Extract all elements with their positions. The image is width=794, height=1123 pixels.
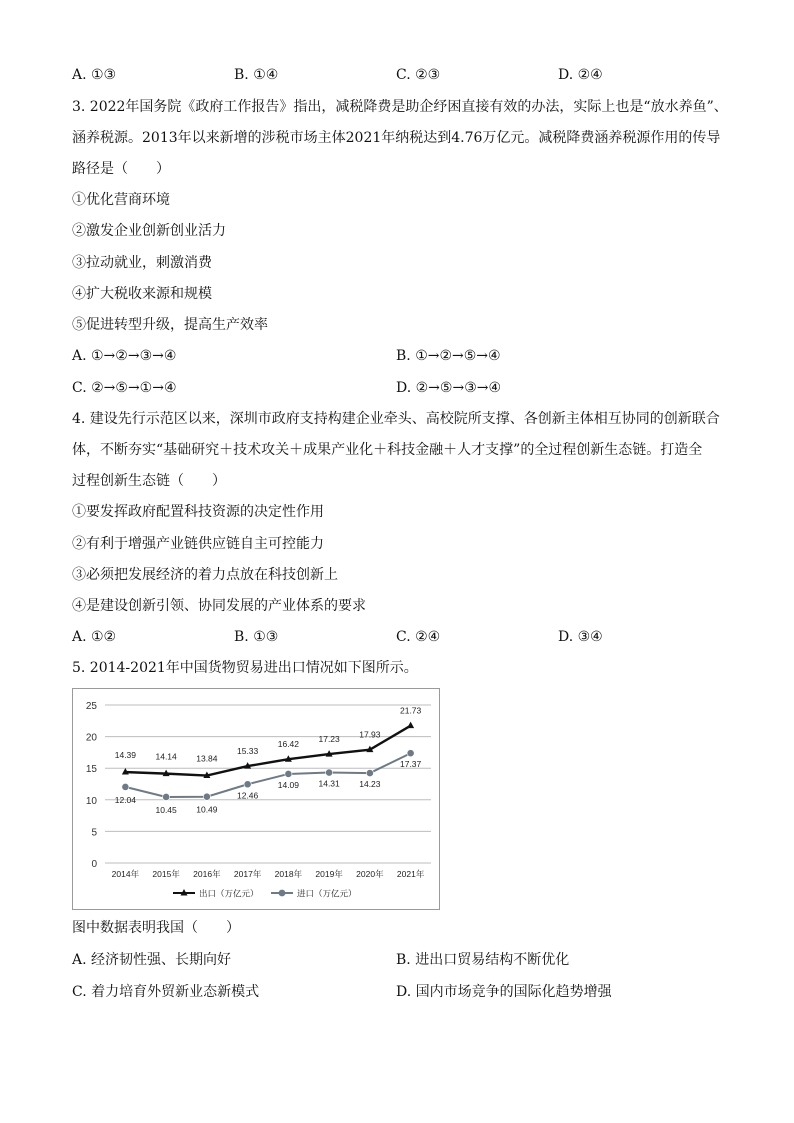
y-tick-label: 25	[85, 701, 97, 712]
x-tick-label: 2021年	[396, 869, 425, 879]
data-label: 15.33	[236, 746, 259, 757]
import-point	[203, 793, 210, 800]
q5-option-b: B. 进出口贸易结构不断优化	[396, 952, 570, 968]
data-label: 14.14	[155, 751, 177, 762]
chart-svg	[73, 689, 439, 909]
q3-stem-line-2: 涵养税源。2013年以来新增的涉税市场主体2021年纳税达到4.76万亿元。减税降费涵养税源作用的传导	[72, 130, 721, 146]
q3-item-5: ⑤促进转型升级，提高生产效率	[72, 317, 268, 333]
q2-option-d: D. ②④	[558, 67, 603, 83]
data-label: 17.37	[399, 759, 422, 770]
q5-question: 图中数据表明我国（ ）	[72, 920, 240, 936]
x-tick-label: 2017年	[233, 869, 262, 879]
q2-option-a: A. ①③	[72, 67, 117, 83]
q4-item-1: ①要发挥政府配置科技资源的决定性作用	[72, 504, 324, 520]
legend-import-marker	[279, 890, 286, 897]
data-label: 14.23	[359, 779, 381, 790]
import-point	[244, 781, 251, 788]
import-point	[285, 770, 292, 777]
data-label: 17.93	[359, 729, 381, 740]
data-label: 21.73	[399, 705, 422, 716]
q4-item-2: ②有利于增强产业链供应链自主可控能力	[72, 536, 324, 552]
q3-option-b: B. ①→②→⑤→④	[396, 348, 501, 364]
data-label: 10.49	[196, 804, 218, 815]
x-tick-label: 2016年	[193, 869, 221, 879]
q5-option-d: D. 国内市场竞争的国际化趋势增强	[396, 984, 612, 1000]
q3-option-a: A. ①→②→③→④	[72, 348, 177, 364]
q4-option-c: C. ②④	[396, 629, 441, 645]
x-tick-label: 2020年	[356, 869, 384, 879]
q3-option-d: D. ②→⑤→③→④	[396, 380, 502, 396]
data-label: 12.04	[114, 794, 137, 805]
x-tick-label: 2019年	[315, 869, 343, 879]
x-tick-label: 2014年	[111, 869, 140, 879]
data-label: 14.31	[318, 778, 340, 789]
import-point	[407, 750, 414, 757]
x-tick-label: 2018年	[274, 869, 303, 879]
q4-item-4: ④是建设创新引领、协同发展的产业体系的要求	[72, 598, 366, 614]
export-point	[407, 722, 414, 729]
y-tick-label: 0	[91, 859, 97, 870]
legend-import-label: 进口（万亿元）	[297, 888, 357, 899]
q5-stem: 5. 2014-2021年中国货物贸易进出口情况如下图所示。	[72, 660, 418, 676]
data-label: 16.42	[277, 739, 300, 750]
q4-option-d: D. ③④	[558, 629, 603, 645]
q4-option-a: A. ①②	[72, 629, 117, 645]
y-tick-label: 10	[85, 795, 97, 807]
q4-stem-line-2: 体，不断夯实“基础研究＋技术攻关＋成果产业化＋科技金融＋人才支撑”的全过程创新生态链。打造全	[72, 442, 703, 458]
import-point	[163, 793, 170, 800]
q2-option-c: C. ②③	[396, 67, 441, 83]
q3-stem-line-1: 3. 2022年国务院《政府工作报告》指出，减税降费是助企纾困直接有效的办法，实际上也是“放水养鱼”、	[72, 99, 728, 115]
q2-option-b: B. ①④	[234, 67, 279, 83]
data-label: 13.84	[196, 753, 218, 764]
q4-item-3: ③必须把发展经济的着力点放在科技创新上	[72, 567, 338, 583]
data-label: 17.23	[318, 734, 340, 745]
data-label: 10.45	[155, 804, 177, 815]
y-tick-label: 20	[85, 732, 97, 744]
q3-item-3: ③拉动就业，刺激消费	[72, 255, 212, 271]
q5-option-c: C. 着力培育外贸新业态新模式	[72, 984, 260, 1000]
data-label: 14.39	[114, 750, 137, 761]
y-tick-label: 15	[85, 764, 97, 776]
import-point	[366, 769, 373, 776]
data-label: 12.46	[236, 790, 259, 801]
q4-stem-line-3: 过程创新生态链（ ）	[72, 473, 226, 489]
q3-item-1: ①优化营商环境	[72, 192, 170, 208]
q3-item-2: ②激发企业创新创业活力	[72, 223, 226, 239]
legend-export-label: 出口（万亿元）	[199, 888, 259, 899]
import-point	[122, 783, 129, 790]
q4-stem-line-1: 4. 建设先行示范区以来，深圳市政府支持构建企业牵头、高校院所支撑、各创新主体相互协同的创新联合	[72, 411, 720, 427]
q3-option-c: C. ②→⑤→①→④	[72, 380, 177, 396]
q3-item-4: ④扩大税收来源和规模	[72, 286, 212, 302]
y-tick-label: 5	[91, 827, 97, 839]
trade-line-chart	[72, 688, 440, 910]
x-tick-label: 2015年	[152, 869, 180, 879]
q5-option-a: A. 经济韧性强、长期向好	[72, 952, 232, 968]
q3-stem-line-3: 路径是（ ）	[72, 161, 170, 177]
q4-option-b: B. ①③	[234, 629, 279, 645]
data-label: 14.09	[277, 779, 300, 790]
import-point	[326, 769, 333, 776]
